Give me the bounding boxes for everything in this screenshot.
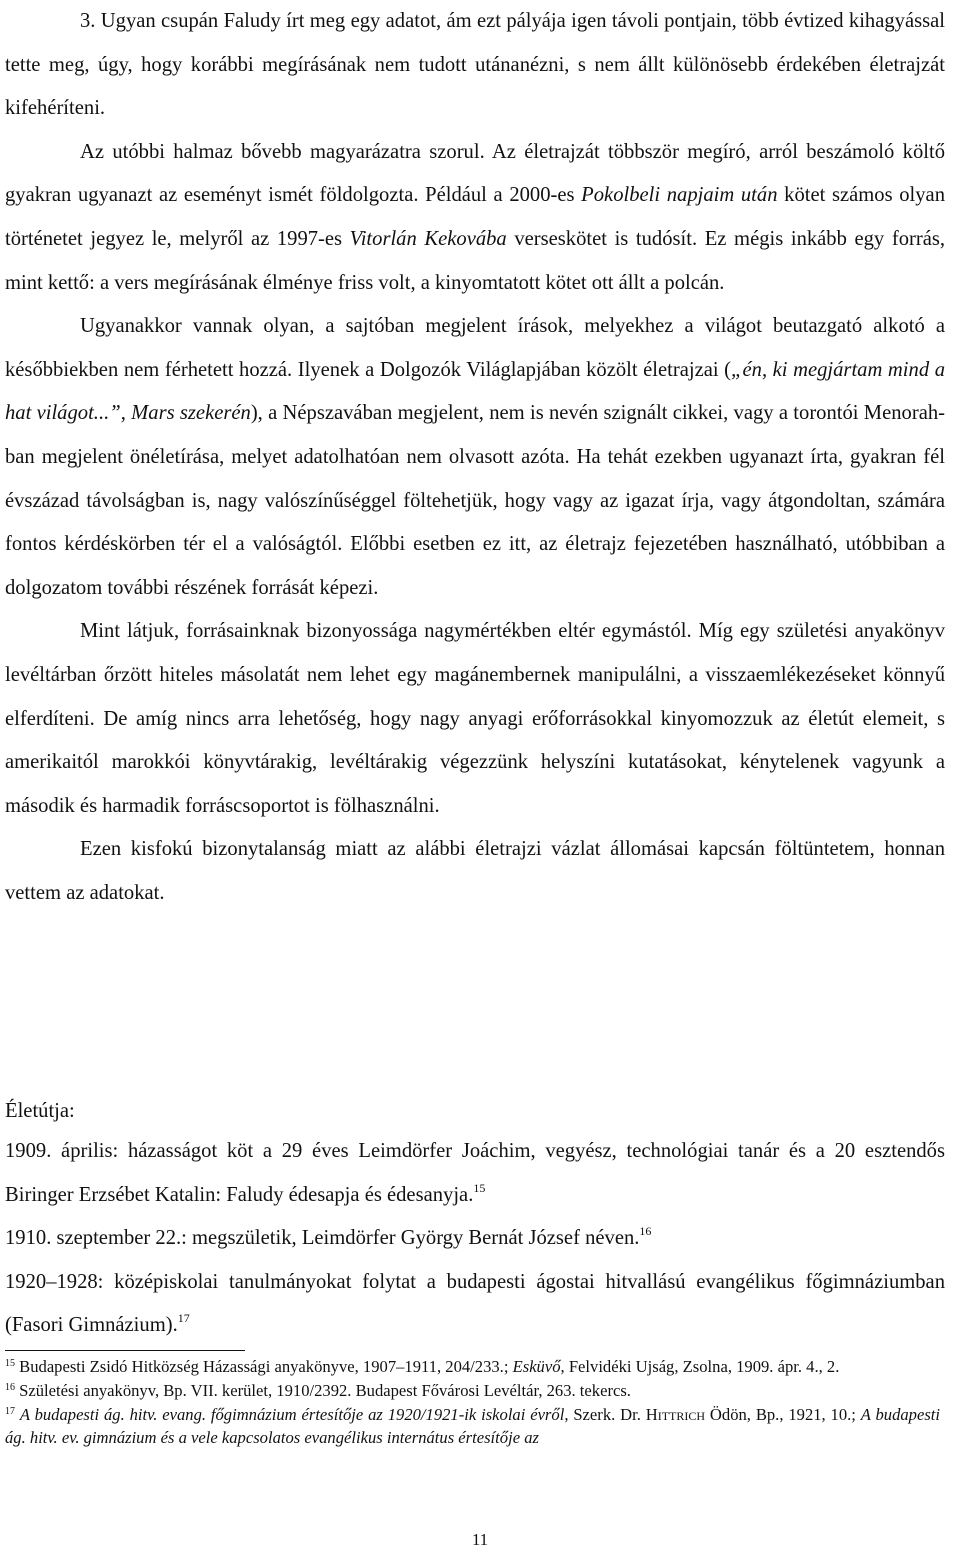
- footnote-author-smallcaps: Hittrich: [645, 1405, 706, 1425]
- footnote-number: 16: [5, 1382, 15, 1394]
- paragraph-2-text-1: Az utóbbi halmaz bővebb magyarázatra szorul. Az életrajzát többször megíró, arról beszámoló költő gyakran ugyanazt az eseményt ismét földolgozta. Például a 2000-es: [5, 140, 945, 207]
- book-title-pokolbeli: Pokolbeli napjaim után: [581, 184, 778, 207]
- paragraph-2: [5, 131, 945, 305]
- footnotes: [5, 1356, 940, 1451]
- footnote-italic: Esküvő: [512, 1357, 561, 1376]
- entry-1909: [5, 1130, 945, 1217]
- footnote-text: Születési anyakönyv, Bp. VII. kerület, 1910/2392. Budapest Fővárosi Levéltár, 263. tekercs.: [19, 1381, 631, 1401]
- life-entries: [5, 1130, 945, 1348]
- article-title-en-ki: „én, ki megjártam mind a hat világot...”: [5, 358, 945, 425]
- footnote-ref[interactable]: 17: [177, 1311, 190, 1326]
- footnote-ref[interactable]: 15: [473, 1180, 486, 1195]
- footnote-text: Ödön, Bp., 1921, 10.;: [705, 1405, 861, 1425]
- entry-text: 1909. április: házasságot köt a 29 éves Leimdörfer Joáchim, vegyész, technológiai tanár és a 20 esztendős Biringer Erzsébet Katalin: Faludy édesapja és édesanyja.: [5, 1140, 945, 1206]
- footnote-italic: A budapesti ág. hitv. ev. gimnázium és a vele kapcsolatos evangélikus internátus értesítője az: [5, 1405, 941, 1447]
- footnote-15: [5, 1356, 940, 1378]
- footnote-text: , Szerk. Dr.: [564, 1405, 646, 1425]
- footnote-17: [5, 1404, 940, 1448]
- paragraph-1-text: 3. Ugyan csupán Faludy írt meg egy adatot, ám ezt pályája igen távoli pontjain, több évtized kihagyással tette meg, úgy, hogy korábbi megírásának nem tudott utánanézni, s nem állt különösebb érdekében életrajzát kifehéríteni.: [5, 10, 945, 120]
- body-text: [5, 0, 945, 915]
- footnote-number: 17: [5, 1406, 15, 1418]
- paragraph-5: [5, 828, 945, 915]
- paragraph-1: [5, 0, 945, 131]
- footnote-number: 15: [5, 1358, 15, 1369]
- paragraph-4-text: Mint látjuk, forrásainknak bizonyossága nagymértékben eltér egymástól. Míg egy születési anyakönyv levéltárban őrzött hiteles másolatát nem lehet egy magánembernek manipulálni, a visszaemlékezéseket könnyű elferdíteni. De amíg nincs arra lehetőség, hogy nagy anyagi erőforrásokkal kinyomozzuk az életút elemeit, s amerikaitól marokkói könyvtárakig, levéltárakig végezzünk helyszíni kutatásokat, kénytelenek vagyunk a második és harmadik forráscsoportot is fölhasználni.: [5, 620, 945, 817]
- footnote-ref[interactable]: 16: [639, 1224, 652, 1239]
- footnote-16: [5, 1380, 940, 1402]
- entry-1910: [5, 1217, 945, 1261]
- paragraph-2-text-3: verseskötet is tudósít. Ez mégis inkább egy forrás, mint kettő: a vers megírásának élménye friss volt, a kinyomtatott kötet ott állt a polcán.: [5, 227, 946, 294]
- paragraph-5-text: Ezen kisfokú bizonytalanság miatt az alábbi életrajzi vázlat állomásai kapcsán föltüntetem, honnan vettem az adatokat.: [5, 838, 945, 904]
- entry-text: 1920–1928: középiskolai tanulmányokat folytat a budapesti ágostai hitvallású evangélikus főgimnáziumban (Fasori Gimnázium).: [5, 1270, 945, 1337]
- entry-1920: [5, 1261, 945, 1348]
- paragraph-4: [5, 610, 945, 828]
- paragraph-3-text-1: Ugyanakkor vannak olyan, a sajtóban megjelent írások, melyekhez a világot beutazgató alkotó a későbbiekben nem férhetett hozzá. Ilyenek a Dolgozók Világlapjában közölt életrajzai (: [5, 315, 945, 381]
- article-title-mars: Mars szekerén: [131, 402, 251, 425]
- footnote-text: Budapesti Zsidó Hitközség Házassági anyakönyve, 1907–1911, 204/233.;: [19, 1357, 513, 1376]
- paragraph-3-text-3: ), a Népszavában megjelent, nem is nevén szignált cikkei, vagy a torontói Menorah-ban megjelent önéletírása, melyet adatolhatóan nem olvasott azóta. Ha tehát ezekben ugyanazt írta, gyakran fél évszázad távolságban is, nagy valószínűséggel föltehetjük, hogy vagy az igazat írja, vagy átgondoltan, számára fontos kérdéskörben tér el a valóságtól. Előbbi esetben ez itt, az életrajz fejezetében használható, utóbbiban a dolgozatom további részének forrását képezi.: [5, 402, 946, 599]
- paragraph-3-text-2: ,: [120, 402, 132, 425]
- entry-text: 1910. szeptember 22.: megszületik, Leimdörfer György Bernát József néven.: [5, 1227, 640, 1250]
- footnote-italic: A budapesti ág. hitv. evang. főgimnázium értesítője az 1920/1921-ik iskolai évről: [19, 1405, 565, 1425]
- paragraph-2-text-2: kötet számos olyan történetet jegyez le, melyről az 1997-es: [5, 184, 945, 250]
- footnote-divider: [5, 1350, 245, 1351]
- section-heading: Életútja:: [5, 1100, 75, 1122]
- book-title-vitorlan: Vitorlán Kekovába: [349, 227, 507, 250]
- page-number: 11: [471, 1530, 489, 1549]
- paragraph-3: [5, 305, 945, 610]
- footnote-text: , Felvidéki Ujság, Zsolna, 1909. ápr. 4., 2.: [560, 1357, 840, 1376]
